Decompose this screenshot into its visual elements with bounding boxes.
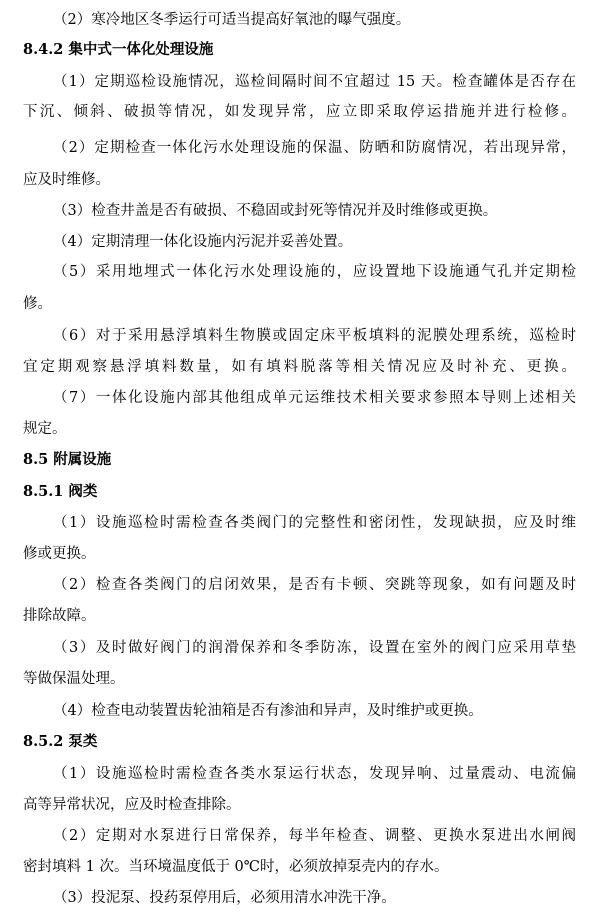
paragraph-line: （4）检查电动装置齿轮油箱是否有渗油和异声，及时维护或更换。 [53,703,483,719]
paragraph-line: （1）定期巡检设施情况，巡检间隔时间不宜超过 15 天。检查罐体是否存在 [53,74,576,90]
paragraph-line: 高等异常状况，应及时检查排除。 [23,797,241,813]
paragraph-line: （3）及时做好阀门的润滑保养和冬季防冻，设置在室外的阀门应采用草垫 [53,640,576,656]
paragraph-line: 修。 [23,296,52,312]
paragraph-line: 宜定期观察悬浮填料数量，如有填料脱落等相关情况应及时补充、更换。 [23,359,576,375]
paragraph-line: （7）一体化设施内部其他组成单元运维技术相关要求参照本导则上述相关 [53,390,576,406]
paragraph-line: （4）定期清理一体化设施内污泥并妥善处置。 [53,234,353,250]
paragraph-line: 规定。 [23,421,67,437]
paragraph-line: （2）检查各类阀门的启闭效果，是否有卡顿、突跳等现象，如有问题及时 [53,577,576,593]
paragraph-line: 密封填料 1 次。当环境温度低于 0℃时，必须放掉泵壳内的存水。 [23,859,449,875]
paragraph-line: 应及时维修。 [23,172,110,188]
paragraph-line: （5）采用地埋式一体化污水处理设施的，应设置地下设施通气孔并定期检 [53,264,576,280]
paragraph-line: （1）设施巡检时需检查各类阀门的完整性和密闭性，发现缺损，应及时维 [53,515,576,531]
section-heading-8-4-2: 8.4.2 集中式一体化处理设施 [23,41,214,58]
paragraph-line: 下沉、倾斜、破损等情况，如发现异常，应立即采取停运措施并进行检修。 [23,104,576,120]
section-heading-8-5: 8.5 附属设施 [23,451,112,468]
paragraph-line: 排除故障。 [23,608,96,624]
paragraph-line: 修或更换。 [23,546,96,562]
paragraph-line: 等做保温处理。 [23,671,125,687]
section-heading-8-5-1: 8.5.1 阀类 [23,483,98,500]
paragraph-line: （3）投泥泵、投药泵停用后，必须用清水冲洗干净。 [53,890,396,906]
section-heading-8-5-2: 8.5.2 泵类 [23,733,98,750]
paragraph-line: （1）设施巡检时需检查各类水泵运行状态，发现异响、过量震动、电流偏 [53,766,576,782]
paragraph-line: （2）定期检查一体化污水处理设施的保温、防晒和防腐情况，若出现异常， [53,140,576,156]
paragraph-line: （6）对于采用悬浮填料生物膜或固定床平板填料的泥膜处理系统，巡检时 [53,328,576,344]
paragraph-line: （3）检查井盖是否有破损、不稳固或封死等情况并及时维修或更换。 [53,203,498,219]
paragraph-line: （2）寒冷地区冬季运行可适当提高好氧池的曝气强度。 [53,12,411,28]
paragraph-line: （2）定期对水泵进行日常保养，每半年检查、调整、更换水泵进出水闸阀 [53,828,576,844]
